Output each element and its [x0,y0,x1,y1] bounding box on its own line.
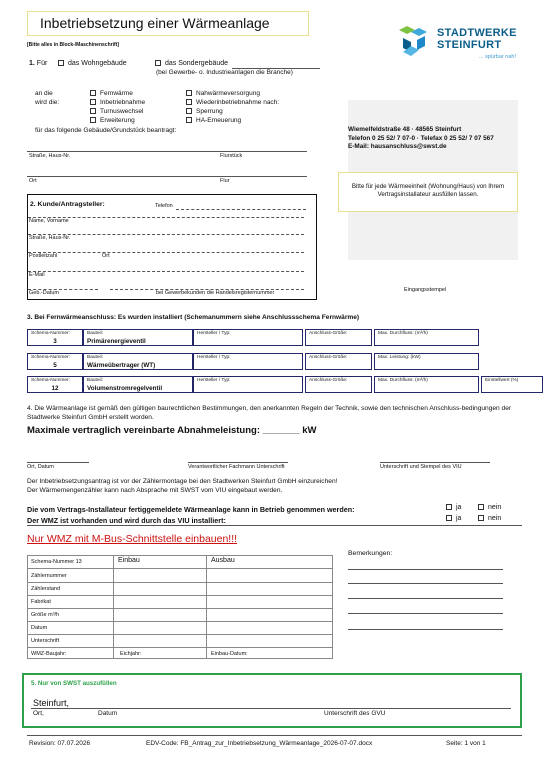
bauteil-cell [83,329,193,346]
contact-address: Wiemelfeldstraße 48 · 48565 Steinfurt [348,126,462,133]
logo-line1: STADTWERKE [437,27,517,39]
section3-title: 3. Bei Fernwärmeanschluss: Es wurden installiert (Schemanummern siehe Anschlussschema Fernwärme) [27,314,360,321]
row-divider [28,582,332,583]
schema-value: 3 [53,338,57,345]
ort-field[interactable] [27,176,307,177]
anschluss-cell[interactable] [305,353,372,370]
hersteller-label: Hersteller / Typ: [197,378,231,383]
plz-label: Postleitzahl [29,253,58,259]
plz-ort-field[interactable] [28,252,304,253]
max-leistung-label: Maximale vertraglich vereinbarte Abnahmeleistung: _______ kW [27,425,317,436]
bauteil-label: Bauteil: [87,378,103,383]
contact-block [348,126,494,152]
logo-line2: STEINFURT [437,39,502,51]
fachmann-field[interactable] [188,462,288,463]
schema-cell [27,329,83,346]
section5-ort-label: Ort, [33,710,44,717]
schema-cell [27,376,83,393]
ja-label: ja [456,504,462,511]
flur-label: Flur [220,178,230,184]
option-sperrung[interactable] [186,107,279,116]
question-2: Der WMZ ist vorhanden und wird durch das VIU installiert: [27,516,226,525]
footer-edv: EDV-Code: FB_Antrag_zur_Inbetriebsetzung_Wärmeanlage_2026-07-07.docx [146,740,373,747]
checkbox-icon [186,117,192,123]
wmz-baujahr-label: WMZ-Baujahr: [31,651,67,657]
max-label: Max. Durchfluss: (m³/h) [378,378,428,383]
option-inbetriebnahme[interactable] [90,98,145,107]
schema-cell [27,353,83,370]
row-divider [28,647,332,648]
footer-page: Seite: 1 von 1 [446,740,486,747]
flurstueck-label: Flurstück [220,153,243,159]
option-label: Nahwärmeversorgung [196,90,260,97]
q2-nein-checkbox[interactable] [478,515,501,522]
ort-datum-field[interactable] [27,462,89,463]
einstellwert-cell[interactable] [481,376,543,393]
name-field[interactable] [28,217,304,218]
checkbox-icon [446,515,452,521]
swst-section [22,673,522,728]
option-label: Sperrung [196,108,223,115]
left-options [90,89,145,125]
section2-title: 2. Kunde/Antragsteller: [30,201,105,208]
bauteil-value: Primärenergieventil [87,338,146,345]
sondergebaeude-checkbox[interactable] [155,60,228,67]
page-title: Inbetriebsetzung einer Wärmeanlage [27,11,309,36]
schema-label: Schema-Nummer: [31,378,70,383]
checkbox-icon [186,99,192,105]
ort2-label: Ort [102,253,110,259]
sondergebaeude-label: das Sondergebäude [165,60,229,67]
row-divider [28,634,332,635]
hersteller-label: Hersteller / Typ: [197,355,231,360]
einstellwert-label: Einstellwert (%) [485,378,519,383]
wmz-einbaudatum-label: Einbau-Datum: [211,651,248,657]
viu-label: Unterschrift und Stempel des VIU [380,464,462,470]
option-label: Turnuswechsel [100,108,144,115]
section1-row [29,60,47,67]
max-cell[interactable] [374,353,479,370]
wmz-row-label: Zählerstand [31,586,61,592]
wmz-row-label: Fabrikat [31,599,51,605]
info-box: Bitte für jede Wärmeeinheit (Wohnung/Haus) von Ihrem Vertragsinstallateur ausfüllen lassen. [338,172,518,212]
info-line-2: Der Wärmemengenzähler kann nach Absprache mit SWST vom VIU eingebaut werden. [27,486,283,494]
wmz-row-label: Datum [31,625,48,631]
logo-icon [397,24,433,60]
bemerkungen-line[interactable] [348,583,503,584]
logo-slogan: ... spürbar nah! [479,54,516,60]
bauteil-label: Bauteil: [87,355,103,360]
question-1: Die vom Vertrags-Installateur fertiggemeldete Wärmeanlage kann in Betrieb genommen werden: [27,505,355,514]
option-turnuswechsel[interactable] [90,107,145,116]
company-logo [397,24,517,66]
section5-sig-label: Unterschrift des GVU [324,710,386,717]
checkbox-icon [90,99,96,105]
max-cell[interactable] [374,329,479,346]
hersteller-cell[interactable] [193,329,303,346]
email-label: E-Mail [29,272,45,278]
option-label: Erweiterung [100,117,135,124]
option-wiederinbetriebnahme[interactable] [186,98,279,107]
bemerkungen-line[interactable] [348,629,503,630]
wmz-row-label: Zählernummer [31,573,67,579]
strasse-label: Straße, Haus-Nr. [29,153,71,159]
telefon-label: Telefon [155,203,173,209]
stamp-label: Eingangsstempel [404,287,447,293]
row-divider [28,621,332,622]
schema-label: Schema-Nummer: [31,355,70,360]
q2-ja-checkbox[interactable] [446,515,461,522]
anschluss-label: Anschluss-Größe: [309,331,348,336]
section1-num: 1. [29,60,35,67]
contact-email: E-Mail: hausanschluss@swst.de [348,143,447,150]
row-divider [28,568,332,569]
nein-label: nein [488,515,502,522]
block-letters-note: [Bitte alles in Block-/Maschinenschrift] [27,42,119,48]
fachmann-label: Verantwortlicher Fachmann Unterschrift [188,464,285,470]
ort-datum-label: Ort, Datum [27,464,54,470]
wohngebaeude-checkbox[interactable] [58,60,127,67]
row-divider [28,608,332,609]
section4-text: 4. Die Wärmeanlage ist gemäß den gültigen baurechtlichen Bestimmungen, den anerkannten Regeln der Technik, sowie den technischen Anschluss-bedingungen der Stadtwerke Steinfurt GmbH erstellt worden. [27,405,512,421]
option-erweiterung[interactable] [90,116,145,125]
col-divider [206,556,207,658]
option-label: Wiederinbetriebnahme nach: [196,99,280,106]
bauteil-cell [83,376,193,393]
bemerkungen-line[interactable] [348,569,503,570]
option-label: Fernwärme [100,90,133,97]
section5-title: 5. Nur von SWST auszufüllen [31,680,117,687]
option-label: Inbetriebnahme [100,99,146,106]
bauteil-value: Wärmeübertrager (WT) [87,362,156,369]
bemerkungen-line[interactable] [348,598,503,599]
viu-field[interactable] [380,462,490,463]
ort-label: Ort [29,178,37,184]
mbus-warning: Nur WMZ mit M-Bus-Schnittstelle einbauen!!! [27,533,238,545]
checkbox-icon [90,108,96,114]
name-label: Name, Vorname [29,218,69,224]
nein-label: nein [488,504,502,511]
section5-field[interactable] [31,708,511,709]
email-field[interactable] [28,271,304,272]
strasse2-label: Straße, Haus-Nr. [29,235,71,241]
checkbox-icon [155,60,161,66]
wohngebaeude-label: das Wohngebäude [68,60,127,67]
section5-datum-label: Datum [98,710,118,717]
option-fernwaerme[interactable] [90,89,145,98]
checkbox-icon [478,515,484,521]
sonder-note: (bei Gewerbe- o. Industrieanlagen die Branche) [156,69,293,76]
checkbox-icon [90,90,96,96]
telefon-field[interactable] [176,209,306,210]
q1-nein-checkbox[interactable] [478,504,501,511]
anschluss-label: Anschluss-Größe: [309,378,348,383]
bemerkungen-line[interactable] [348,613,503,614]
wmz-ausbau-header: Ausbau [211,557,235,564]
wmz-einbau-header: Einbau [118,557,140,564]
wmz-schema: Schema-Nummer 13 [31,559,82,565]
checkbox-icon [186,90,192,96]
beantragt-label: für das folgende Gebäude/Grundstück beantragt: [35,127,177,134]
col-divider [113,556,114,658]
bauteil-cell [83,353,193,370]
max-cell[interactable] [374,376,479,393]
anschluss-cell[interactable] [305,376,372,393]
strasse-field[interactable] [27,151,307,152]
customer-box [27,194,317,300]
right-options [186,89,279,125]
row-divider [28,595,332,596]
checkbox-icon [446,504,452,510]
wmz-row-label: Unterschrift [31,638,60,644]
ja-label: ja [456,515,462,522]
anschluss-label: Anschluss-Größe: [309,355,348,360]
checkbox-icon [90,117,96,123]
info-lines [27,478,337,495]
info-line-1: Der Inbetriebsetzungsantrag ist vor der Zählermontage bei den Stadtwerken Steinfurt GmbH einzureichen! [27,478,338,485]
checkbox-icon [478,504,484,510]
geb-label: Geb.-Datum [29,290,59,296]
section5-city: Steinfurt, [33,698,70,708]
hersteller-cell[interactable] [193,353,303,370]
wmz-eichjahr-label: Eichjahr: [120,651,142,657]
an-die-label: an die [35,90,53,97]
option-label: HA-Erneuerung [196,117,242,124]
q1-ja-checkbox[interactable] [446,504,461,511]
hersteller-label: Hersteller / Typ: [197,331,231,336]
hr-label: bei Gewerbekunden die Handelsregisternummer [156,290,275,296]
schema-value: 12 [51,385,59,392]
footer-divider [27,735,522,736]
fuer-label: Für [36,60,48,67]
contact-phone: Telefon 0 25 52/ 7 07-0 · Telefax 0 25 52/ 7 07 567 [348,134,494,142]
wird-die-label: wird die: [35,99,60,106]
checkbox-icon [186,108,192,114]
q2-underline [27,525,522,526]
hersteller-cell[interactable] [193,376,303,393]
bauteil-label: Bauteil: [87,331,103,336]
checkbox-icon [58,60,64,66]
bemerkungen-label: Bemerkungen: [348,550,393,557]
wmz-table [27,555,333,659]
max-label: Max. Leistung: (kW) [378,355,421,360]
max-label: Max. Durchfluss: (m³/h) [378,331,428,336]
wmz-row-label: Größe m³/h [31,612,60,618]
bauteil-value: Volumenstromregelventil [87,385,163,392]
option-ha-erneuerung[interactable] [186,116,279,125]
option-nahwaerme[interactable] [186,89,279,98]
schema-value: 5 [53,362,57,369]
schema-label: Schema-Nummer: [31,331,70,336]
anschluss-cell[interactable] [305,329,372,346]
footer-revision: Revision: 07.07.2026 [29,740,91,747]
